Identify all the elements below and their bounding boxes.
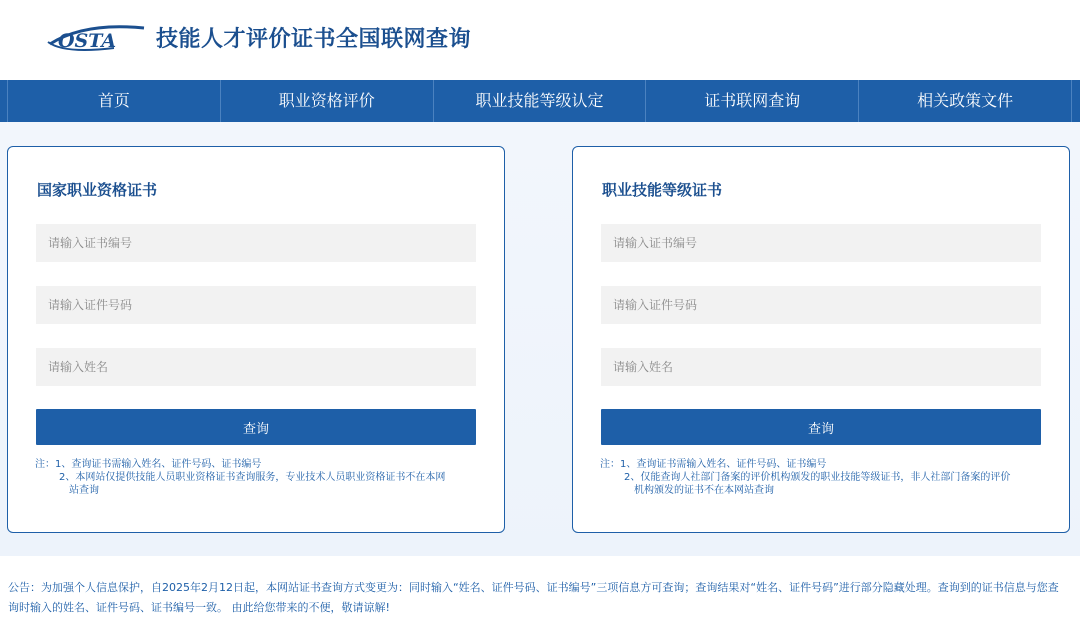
nav-qualification-evaluation[interactable]: 职业资格评价 (221, 80, 434, 122)
qualification-certificate-card (7, 146, 505, 533)
query-button[interactable]: 查询 (36, 409, 476, 445)
nav-edge (0, 80, 8, 122)
card-notes (35, 458, 480, 497)
note-line-1: 注：1、查询证书需输入姓名、证件号码、证书编号 (35, 459, 262, 470)
certificate-number-input[interactable] (601, 224, 1041, 262)
note-line-2: 2、仅能查询人社部门备案的评价机构颁发的职业技能等级证书，非人社部门备案的评价 (624, 472, 1011, 483)
svg-text:OSTA: OSTA (58, 30, 117, 52)
site-title: 技能人才评价证书全国联网查询 (156, 27, 472, 52)
skill-level-certificate-card (572, 146, 1070, 533)
card-notes (600, 458, 1045, 497)
name-input[interactable] (36, 348, 476, 386)
note-line-2-cont: 机构颁发的证书不在本网站查询 (634, 485, 774, 496)
nav-home[interactable]: 首页 (8, 80, 221, 122)
name-input[interactable] (601, 348, 1041, 386)
query-area (0, 122, 1080, 556)
certificate-number-input[interactable] (36, 224, 476, 262)
main-nav (0, 80, 1080, 122)
card-title: 国家职业资格证书 (37, 181, 158, 199)
osta-logo[interactable] (44, 20, 148, 56)
query-button[interactable]: 查询 (601, 409, 1041, 445)
card-title: 职业技能等级证书 (602, 181, 723, 199)
note-line-2-cont: 站查询 (69, 485, 99, 496)
note-line-1: 注：1、查询证书需输入姓名、证件号码、证书编号 (600, 459, 827, 470)
site-header (0, 0, 1080, 80)
note-line-2: 2、本网站仅提供技能人员职业资格证书查询服务，专业技术人员职业资格证书不在本网 (59, 472, 446, 483)
nav-policy-documents[interactable]: 相关政策文件 (859, 80, 1072, 122)
announcement: 公告：为加强个人信息保护，自2025年2月12日起，本网站证书查询方式变更为：同时输入“姓名、证件号码、证书编号”三项信息方可查询；查询结果对“姓名、证件号码”进行部分隐藏处理。查询到的证书信息与您查询时输入的姓名、证件号码、证书编号一致。 由此给您带来的不便，敬请谅解! (8, 581, 1059, 614)
nav-skill-level-certification[interactable]: 职业技能等级认定 (434, 80, 647, 122)
id-number-input[interactable] (601, 286, 1041, 324)
id-number-input[interactable] (36, 286, 476, 324)
nav-certificate-query[interactable]: 证书联网查询 (646, 80, 859, 122)
